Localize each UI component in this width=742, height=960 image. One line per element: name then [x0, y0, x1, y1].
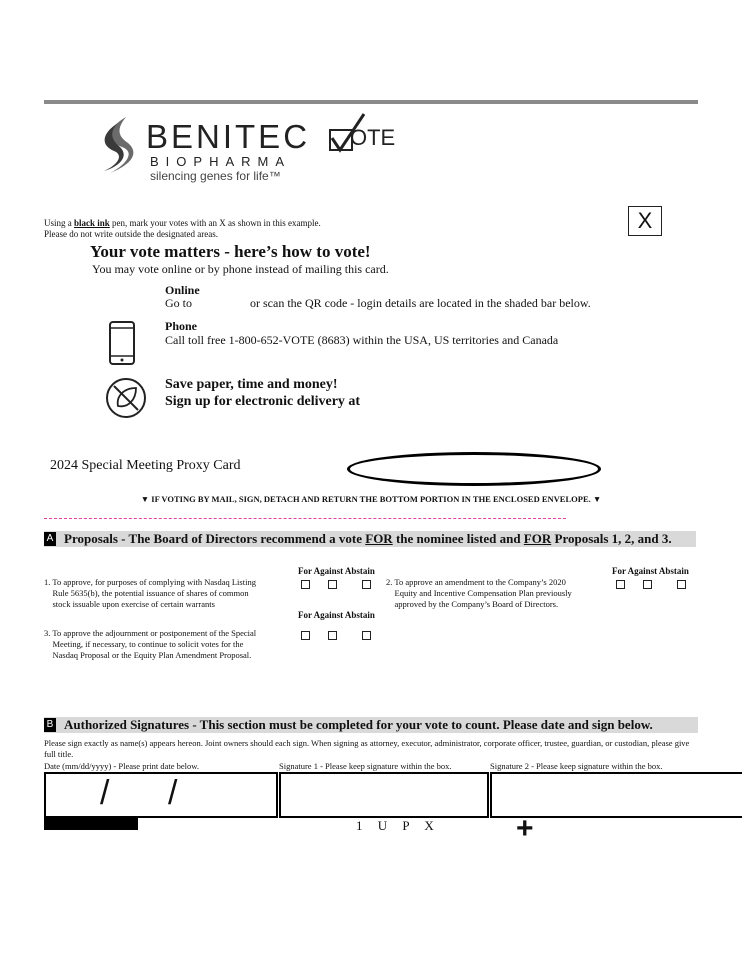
save-paper-line-1: Save paper, time and money! — [165, 377, 338, 392]
online-instructions: or scan the QR code - login details are located in the shaded bar below. — [250, 296, 591, 310]
proposal-2-against-checkbox[interactable] — [643, 580, 652, 589]
proposal-1-against-checkbox[interactable] — [328, 580, 337, 589]
save-paper-line-2: Sign up for electronic delivery at — [165, 394, 361, 409]
phone-icon — [108, 320, 136, 366]
date-label: Date (mm/dd/yyyy) - Please print date below. — [44, 761, 200, 771]
section-a-letter: A — [44, 532, 56, 546]
proposal-2-text: 2. To approve an amendment to the Company’s 2020 Equity and Incentive Compensation Plan previously approved by the Company’s Board of Directors. — [386, 577, 572, 609]
benitec-swirl-icon — [96, 115, 142, 177]
proposal-1-abstain-checkbox[interactable] — [362, 580, 371, 589]
vote-logo-text: OTE — [350, 125, 396, 150]
redacted-ellipse — [347, 452, 601, 486]
proxy-card-title: 2024 Special Meeting Proxy Card — [50, 458, 241, 473]
date-slash-1: / — [100, 774, 110, 812]
signature-2-label: Signature 2 - Please keep signature within the box. — [490, 761, 663, 771]
proposal-2-for-checkbox[interactable] — [616, 580, 625, 589]
online-label: Online — [165, 283, 200, 297]
example-mark-box: X — [628, 206, 662, 236]
date-slash-2: / — [168, 774, 178, 812]
top-rule — [44, 100, 698, 104]
signature-1-box[interactable] — [279, 772, 489, 818]
proposal-2-abstain-checkbox[interactable] — [677, 580, 686, 589]
form-code: 1 U P X — [356, 818, 440, 833]
redaction-bar — [44, 818, 138, 830]
column-header-2: For Against Abstain — [612, 566, 689, 576]
proposal-3-text: 3. To approve the adjournment or postponement of the Special Meeting, if necessary, to continue to solicit votes for the Nasdaq Proposal or the Equity Plan Amendment Proposal. — [44, 628, 257, 660]
proposal-1-for-checkbox[interactable] — [301, 580, 310, 589]
section-b-heading: Authorized Signatures - This section must be completed for your vote to count. Please date and sign below. — [64, 717, 653, 732]
section-a-heading: Proposals - The Board of Directors recommend a vote FOR the nominee listed and FOR Proposals 1, 2, and 3. — [64, 531, 672, 546]
proposal-3-abstain-checkbox[interactable] — [362, 631, 371, 640]
online-go: Go to — [165, 296, 192, 310]
column-header-1: For Against Abstain — [298, 566, 375, 576]
column-header-3: For Against Abstain — [298, 610, 375, 620]
logo-wordmark: BENITEC — [146, 118, 311, 155]
signature-1-label: Signature 1 - Please keep signature within the box. — [279, 761, 452, 771]
date-input-box[interactable] — [44, 772, 278, 818]
detach-line — [44, 518, 566, 519]
section-b-letter: B — [44, 718, 56, 732]
logo-tagline: silencing genes for life™ — [150, 169, 281, 183]
vote-title: Your vote matters - here’s how to vote! — [90, 242, 371, 261]
no-paper-leaf-icon — [104, 376, 148, 420]
proposal-1-text: 1. To approve, for purposes of complying with Nasdaq Listing Rule 5635(b), the potential issuance of shares of common stock issuable upon exercise of certain warrants — [44, 577, 256, 609]
save-paper-text — [165, 376, 360, 410]
proposal-3-for-checkbox[interactable] — [301, 631, 310, 640]
registration-plus-mark: + — [516, 812, 534, 845]
logo-subtitle: BIOPHARMA — [150, 154, 292, 169]
phone-instructions: Call toll free 1-800-652-VOTE (8683) within the USA, US territories and Canada — [165, 333, 559, 347]
instruction-line-2: Please do not write outside the designated areas. — [44, 229, 218, 239]
mail-instruction: ▼ IF VOTING BY MAIL, SIGN, DETACH AND RETURN THE BOTTOM PORTION IN THE ENCLOSED ENVELOPE. ▼ — [140, 494, 602, 504]
vote-subtitle: You may vote online or by phone instead of mailing this card. — [92, 262, 389, 276]
phone-label: Phone — [165, 319, 198, 333]
proposal-3-against-checkbox[interactable] — [328, 631, 337, 640]
instruction-line-1: Using a black ink pen, mark your votes with an X as shown in this example. — [44, 218, 321, 228]
signature-instructions: Please sign exactly as name(s) appears hereon. Joint owners should each sign. When signing as attorney, executor, administrator, corporate officer, trustee, guardian, or custodian, please give full title. — [44, 738, 690, 759]
